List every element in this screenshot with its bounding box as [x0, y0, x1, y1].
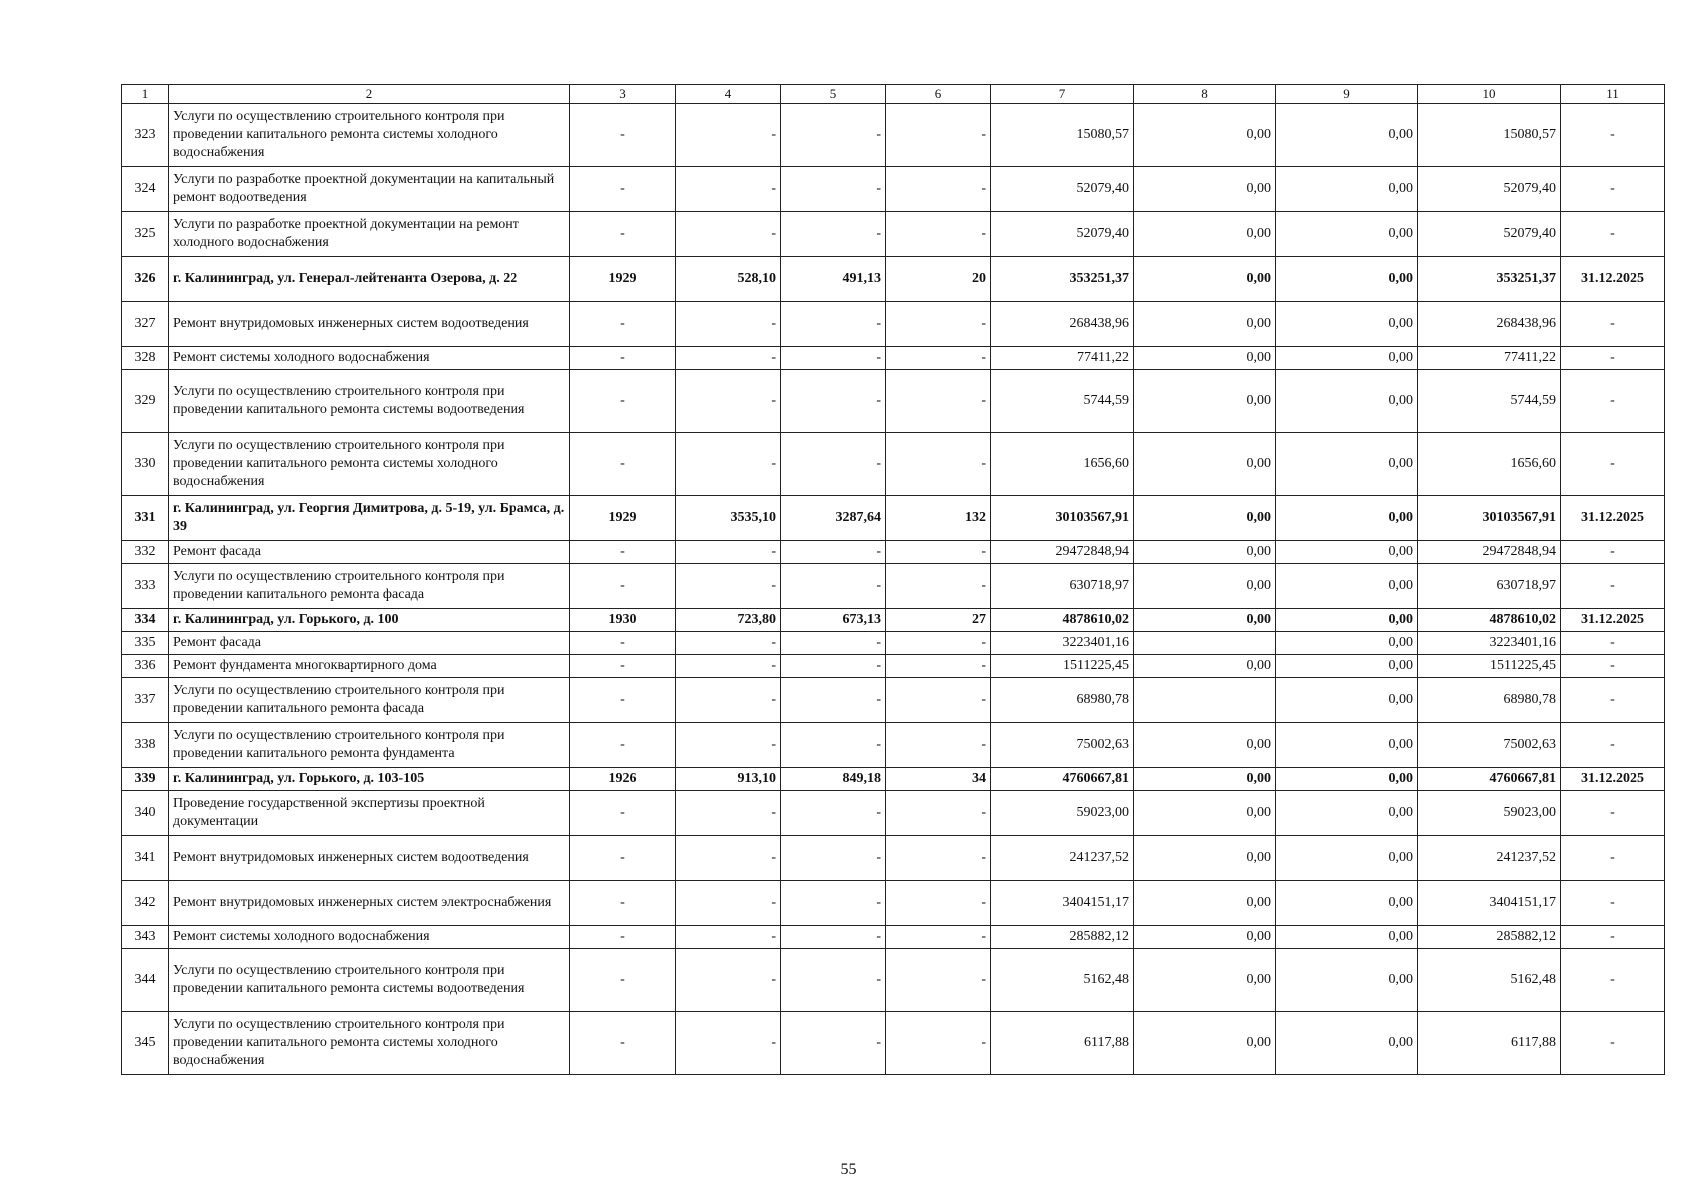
regional-funds: 0,00 [1276, 1012, 1418, 1075]
regional-funds: 0,00 [1276, 926, 1418, 949]
year-built: - [570, 433, 676, 496]
regional-funds: 0,00 [1276, 723, 1418, 768]
living-area: - [781, 723, 886, 768]
federal-funds: 0,00 [1134, 257, 1276, 302]
total-cost: 68980,78 [991, 678, 1134, 723]
living-area: - [781, 167, 886, 212]
regional-funds: 0,00 [1276, 678, 1418, 723]
residents-count: - [886, 949, 991, 1012]
total-cost: 5162,48 [991, 949, 1134, 1012]
residents-count: - [886, 678, 991, 723]
total-area: - [676, 723, 781, 768]
federal-funds: 0,00 [1134, 347, 1276, 370]
table-row [122, 632, 1665, 655]
living-area: 491,13 [781, 257, 886, 302]
item-description: Услуги по осуществлению строительного контроля при проведении капитального ремонта системы водоотведения [169, 370, 570, 433]
completion-date: - [1561, 104, 1665, 167]
total-cost: 5744,59 [991, 370, 1134, 433]
completion-date: - [1561, 347, 1665, 370]
federal-funds [1134, 632, 1276, 655]
living-area: - [781, 541, 886, 564]
row-number: 337 [122, 678, 169, 723]
regional-funds: 0,00 [1276, 302, 1418, 347]
owner-funds: 52079,40 [1418, 212, 1561, 257]
residents-count: - [886, 347, 991, 370]
total-area: - [676, 212, 781, 257]
year-built: 1929 [570, 257, 676, 302]
column-header: 3 [570, 85, 676, 104]
regional-funds: 0,00 [1276, 949, 1418, 1012]
residents-count: - [886, 370, 991, 433]
column-header: 8 [1134, 85, 1276, 104]
column-header: 11 [1561, 85, 1665, 104]
total-area: - [676, 541, 781, 564]
completion-date: - [1561, 926, 1665, 949]
item-description: Ремонт фундамента многоквартирного дома [169, 655, 570, 678]
item-description: Услуги по осуществлению строительного контроля при проведении капитального ремонта системы холодного водоснабжения [169, 104, 570, 167]
column-header: 7 [991, 85, 1134, 104]
row-number: 342 [122, 881, 169, 926]
owner-funds: 630718,97 [1418, 564, 1561, 609]
total-area: - [676, 949, 781, 1012]
owner-funds: 30103567,91 [1418, 496, 1561, 541]
completion-date: - [1561, 433, 1665, 496]
total-area: - [676, 104, 781, 167]
regional-funds: 0,00 [1276, 370, 1418, 433]
column-header: 4 [676, 85, 781, 104]
total-cost: 6117,88 [991, 1012, 1134, 1075]
regional-funds: 0,00 [1276, 257, 1418, 302]
total-area: 528,10 [676, 257, 781, 302]
row-number: 341 [122, 836, 169, 881]
living-area: - [781, 347, 886, 370]
federal-funds: 0,00 [1134, 926, 1276, 949]
completion-date: - [1561, 723, 1665, 768]
row-number: 328 [122, 347, 169, 370]
residents-count: - [886, 791, 991, 836]
living-area: - [781, 655, 886, 678]
total-cost: 77411,22 [991, 347, 1134, 370]
item-description: Услуги по разработке проектной документации на ремонт холодного водоснабжения [169, 212, 570, 257]
table-row [122, 723, 1665, 768]
table-row [122, 949, 1665, 1012]
owner-funds: 5162,48 [1418, 949, 1561, 1012]
owner-funds: 3223401,16 [1418, 632, 1561, 655]
item-description: Услуги по разработке проектной документации на капитальный ремонт водоотведения [169, 167, 570, 212]
total-area: - [676, 655, 781, 678]
column-header: 9 [1276, 85, 1418, 104]
table-row [122, 257, 1665, 302]
federal-funds: 0,00 [1134, 302, 1276, 347]
federal-funds: 0,00 [1134, 496, 1276, 541]
federal-funds: 0,00 [1134, 167, 1276, 212]
item-description: Ремонт фасада [169, 541, 570, 564]
owner-funds: 1511225,45 [1418, 655, 1561, 678]
year-built: - [570, 1012, 676, 1075]
total-area: - [676, 678, 781, 723]
table-row [122, 496, 1665, 541]
living-area: - [781, 104, 886, 167]
item-description: Услуги по осуществлению строительного контроля при проведении капитального ремонта фундамента [169, 723, 570, 768]
year-built: - [570, 347, 676, 370]
year-built: - [570, 791, 676, 836]
completion-date: - [1561, 167, 1665, 212]
completion-date: - [1561, 881, 1665, 926]
federal-funds: 0,00 [1134, 609, 1276, 632]
residents-count: - [886, 881, 991, 926]
residents-count: 20 [886, 257, 991, 302]
living-area: 3287,64 [781, 496, 886, 541]
living-area: - [781, 791, 886, 836]
row-number: 334 [122, 609, 169, 632]
federal-funds: 0,00 [1134, 564, 1276, 609]
completion-date: 31.12.2025 [1561, 257, 1665, 302]
total-area: 3535,10 [676, 496, 781, 541]
owner-funds: 1656,60 [1418, 433, 1561, 496]
total-area: 913,10 [676, 768, 781, 791]
total-cost: 29472848,94 [991, 541, 1134, 564]
total-cost: 353251,37 [991, 257, 1134, 302]
item-description: Услуги по осуществлению строительного контроля при проведении капитального ремонта фасада [169, 678, 570, 723]
total-cost: 52079,40 [991, 167, 1134, 212]
residents-count: - [886, 632, 991, 655]
row-number: 332 [122, 541, 169, 564]
completion-date: 31.12.2025 [1561, 768, 1665, 791]
total-area: - [676, 632, 781, 655]
federal-funds: 0,00 [1134, 433, 1276, 496]
living-area: - [781, 836, 886, 881]
row-number: 327 [122, 302, 169, 347]
item-description: Ремонт системы холодного водоснабжения [169, 926, 570, 949]
total-cost: 3404151,17 [991, 881, 1134, 926]
total-area: - [676, 1012, 781, 1075]
living-area: - [781, 949, 886, 1012]
table-row [122, 1012, 1665, 1075]
completion-date: - [1561, 632, 1665, 655]
living-area: 673,13 [781, 609, 886, 632]
federal-funds: 0,00 [1134, 881, 1276, 926]
completion-date: - [1561, 949, 1665, 1012]
year-built: - [570, 881, 676, 926]
item-description: Ремонт фасада [169, 632, 570, 655]
total-area: - [676, 881, 781, 926]
table-row [122, 768, 1665, 791]
table-row [122, 212, 1665, 257]
row-number: 345 [122, 1012, 169, 1075]
row-number: 324 [122, 167, 169, 212]
row-number: 333 [122, 564, 169, 609]
total-area: - [676, 167, 781, 212]
item-description: Услуги по осуществлению строительного контроля при проведении капитального ремонта системы холодного водоснабжения [169, 433, 570, 496]
living-area: - [781, 926, 886, 949]
regional-funds: 0,00 [1276, 632, 1418, 655]
item-description: Ремонт внутридомовых инженерных систем водоотведения [169, 302, 570, 347]
owner-funds: 5744,59 [1418, 370, 1561, 433]
column-header: 10 [1418, 85, 1561, 104]
living-area: - [781, 564, 886, 609]
owner-funds: 68980,78 [1418, 678, 1561, 723]
year-built: - [570, 678, 676, 723]
regional-funds: 0,00 [1276, 104, 1418, 167]
total-area: - [676, 433, 781, 496]
total-cost: 630718,97 [991, 564, 1134, 609]
owner-funds: 285882,12 [1418, 926, 1561, 949]
completion-date: - [1561, 655, 1665, 678]
federal-funds: 0,00 [1134, 1012, 1276, 1075]
row-number: 326 [122, 257, 169, 302]
year-built: - [570, 723, 676, 768]
regional-funds: 0,00 [1276, 655, 1418, 678]
year-built: - [570, 655, 676, 678]
table-row [122, 926, 1665, 949]
total-area: - [676, 347, 781, 370]
item-description: Услуги по осуществлению строительного контроля при проведении капитального ремонта фасада [169, 564, 570, 609]
completion-date: - [1561, 791, 1665, 836]
total-cost: 1656,60 [991, 433, 1134, 496]
repair-schedule-table [121, 84, 1665, 1075]
table-row [122, 104, 1665, 167]
row-number: 344 [122, 949, 169, 1012]
row-number: 343 [122, 926, 169, 949]
residents-count: - [886, 212, 991, 257]
regional-funds: 0,00 [1276, 836, 1418, 881]
residents-count: - [886, 836, 991, 881]
completion-date: - [1561, 1012, 1665, 1075]
table-row [122, 433, 1665, 496]
table-row [122, 370, 1665, 433]
total-area: - [676, 302, 781, 347]
federal-funds: 0,00 [1134, 723, 1276, 768]
total-area: - [676, 836, 781, 881]
table-row [122, 609, 1665, 632]
regional-funds: 0,00 [1276, 564, 1418, 609]
owner-funds: 4878610,02 [1418, 609, 1561, 632]
total-cost: 15080,57 [991, 104, 1134, 167]
federal-funds: 0,00 [1134, 949, 1276, 1012]
federal-funds [1134, 678, 1276, 723]
year-built: - [570, 564, 676, 609]
total-cost: 30103567,91 [991, 496, 1134, 541]
owner-funds: 52079,40 [1418, 167, 1561, 212]
row-number: 338 [122, 723, 169, 768]
total-cost: 268438,96 [991, 302, 1134, 347]
year-built: - [570, 949, 676, 1012]
owner-funds: 4760667,81 [1418, 768, 1561, 791]
row-number: 330 [122, 433, 169, 496]
total-cost: 285882,12 [991, 926, 1134, 949]
total-cost: 4760667,81 [991, 768, 1134, 791]
table-row [122, 678, 1665, 723]
living-area: - [781, 632, 886, 655]
row-number: 329 [122, 370, 169, 433]
year-built: - [570, 104, 676, 167]
row-number: 339 [122, 768, 169, 791]
year-built: 1926 [570, 768, 676, 791]
row-number: 335 [122, 632, 169, 655]
living-area: - [781, 302, 886, 347]
owner-funds: 29472848,94 [1418, 541, 1561, 564]
owner-funds: 75002,63 [1418, 723, 1561, 768]
federal-funds: 0,00 [1134, 768, 1276, 791]
owner-funds: 268438,96 [1418, 302, 1561, 347]
living-area: - [781, 678, 886, 723]
regional-funds: 0,00 [1276, 433, 1418, 496]
residents-count: 34 [886, 768, 991, 791]
federal-funds: 0,00 [1134, 104, 1276, 167]
federal-funds: 0,00 [1134, 212, 1276, 257]
living-area: - [781, 212, 886, 257]
row-number: 325 [122, 212, 169, 257]
column-header: 6 [886, 85, 991, 104]
item-description: г. Калининград, ул. Горького, д. 103-105 [169, 768, 570, 791]
completion-date: - [1561, 564, 1665, 609]
row-number: 336 [122, 655, 169, 678]
total-area: - [676, 564, 781, 609]
row-number: 340 [122, 791, 169, 836]
living-area: - [781, 433, 886, 496]
item-description: г. Калининград, ул. Георгия Димитрова, д. 5-19, ул. Брамса, д. 39 [169, 496, 570, 541]
regional-funds: 0,00 [1276, 768, 1418, 791]
column-header: 1 [122, 85, 169, 104]
year-built: - [570, 541, 676, 564]
table-row [122, 302, 1665, 347]
completion-date: 31.12.2025 [1561, 609, 1665, 632]
table-row [122, 347, 1665, 370]
completion-date: - [1561, 212, 1665, 257]
completion-date: - [1561, 302, 1665, 347]
residents-count: - [886, 433, 991, 496]
total-cost: 75002,63 [991, 723, 1134, 768]
year-built: - [570, 836, 676, 881]
total-area: 723,80 [676, 609, 781, 632]
item-description: Ремонт внутридомовых инженерных систем водоотведения [169, 836, 570, 881]
item-description: Проведение государственной экспертизы проектной документации [169, 791, 570, 836]
total-cost: 1511225,45 [991, 655, 1134, 678]
residents-count: - [886, 655, 991, 678]
residents-count: - [886, 541, 991, 564]
year-built: - [570, 212, 676, 257]
owner-funds: 3404151,17 [1418, 881, 1561, 926]
federal-funds: 0,00 [1134, 791, 1276, 836]
living-area: - [781, 370, 886, 433]
federal-funds: 0,00 [1134, 836, 1276, 881]
owner-funds: 6117,88 [1418, 1012, 1561, 1075]
year-built: - [570, 302, 676, 347]
completion-date: - [1561, 370, 1665, 433]
page-number: 55 [840, 1161, 857, 1178]
completion-date: - [1561, 541, 1665, 564]
regional-funds: 0,00 [1276, 791, 1418, 836]
table-row [122, 836, 1665, 881]
item-description: г. Калининград, ул. Генерал-лейтенанта Озерова, д. 22 [169, 257, 570, 302]
total-cost: 241237,52 [991, 836, 1134, 881]
year-built: 1930 [570, 609, 676, 632]
table-row [122, 791, 1665, 836]
total-cost: 3223401,16 [991, 632, 1134, 655]
owner-funds: 241237,52 [1418, 836, 1561, 881]
residents-count: - [886, 104, 991, 167]
residents-count: - [886, 564, 991, 609]
total-area: - [676, 370, 781, 433]
residents-count: 132 [886, 496, 991, 541]
row-number: 323 [122, 104, 169, 167]
regional-funds: 0,00 [1276, 609, 1418, 632]
column-header: 2 [169, 85, 570, 104]
federal-funds: 0,00 [1134, 370, 1276, 433]
regional-funds: 0,00 [1276, 347, 1418, 370]
year-built: - [570, 167, 676, 212]
total-cost: 59023,00 [991, 791, 1134, 836]
table-row [122, 655, 1665, 678]
table-row [122, 881, 1665, 926]
year-built: - [570, 632, 676, 655]
owner-funds: 77411,22 [1418, 347, 1561, 370]
total-area: - [676, 791, 781, 836]
living-area: - [781, 881, 886, 926]
year-built: - [570, 370, 676, 433]
item-description: Ремонт внутридомовых инженерных систем электроснабжения [169, 881, 570, 926]
item-description: Услуги по осуществлению строительного контроля при проведении капитального ремонта системы холодного водоснабжения [169, 1012, 570, 1075]
table-row [122, 541, 1665, 564]
federal-funds: 0,00 [1134, 655, 1276, 678]
row-number: 331 [122, 496, 169, 541]
residents-count: - [886, 1012, 991, 1075]
regional-funds: 0,00 [1276, 881, 1418, 926]
owner-funds: 59023,00 [1418, 791, 1561, 836]
living-area: 849,18 [781, 768, 886, 791]
owner-funds: 353251,37 [1418, 257, 1561, 302]
total-cost: 4878610,02 [991, 609, 1134, 632]
year-built: - [570, 926, 676, 949]
year-built: 1929 [570, 496, 676, 541]
living-area: - [781, 1012, 886, 1075]
completion-date: - [1561, 836, 1665, 881]
total-area: - [676, 926, 781, 949]
total-cost: 52079,40 [991, 212, 1134, 257]
federal-funds: 0,00 [1134, 541, 1276, 564]
regional-funds: 0,00 [1276, 167, 1418, 212]
column-number-row [122, 85, 1665, 104]
owner-funds: 15080,57 [1418, 104, 1561, 167]
table-row [122, 564, 1665, 609]
item-description: Ремонт системы холодного водоснабжения [169, 347, 570, 370]
regional-funds: 0,00 [1276, 212, 1418, 257]
column-header: 5 [781, 85, 886, 104]
item-description: г. Калининград, ул. Горького, д. 100 [169, 609, 570, 632]
residents-count: - [886, 926, 991, 949]
residents-count: - [886, 302, 991, 347]
residents-count: 27 [886, 609, 991, 632]
regional-funds: 0,00 [1276, 541, 1418, 564]
table-row [122, 167, 1665, 212]
regional-funds: 0,00 [1276, 496, 1418, 541]
residents-count: - [886, 723, 991, 768]
completion-date: - [1561, 678, 1665, 723]
residents-count: - [886, 167, 991, 212]
completion-date: 31.12.2025 [1561, 496, 1665, 541]
item-description: Услуги по осуществлению строительного контроля при проведении капитального ремонта системы водоотведения [169, 949, 570, 1012]
